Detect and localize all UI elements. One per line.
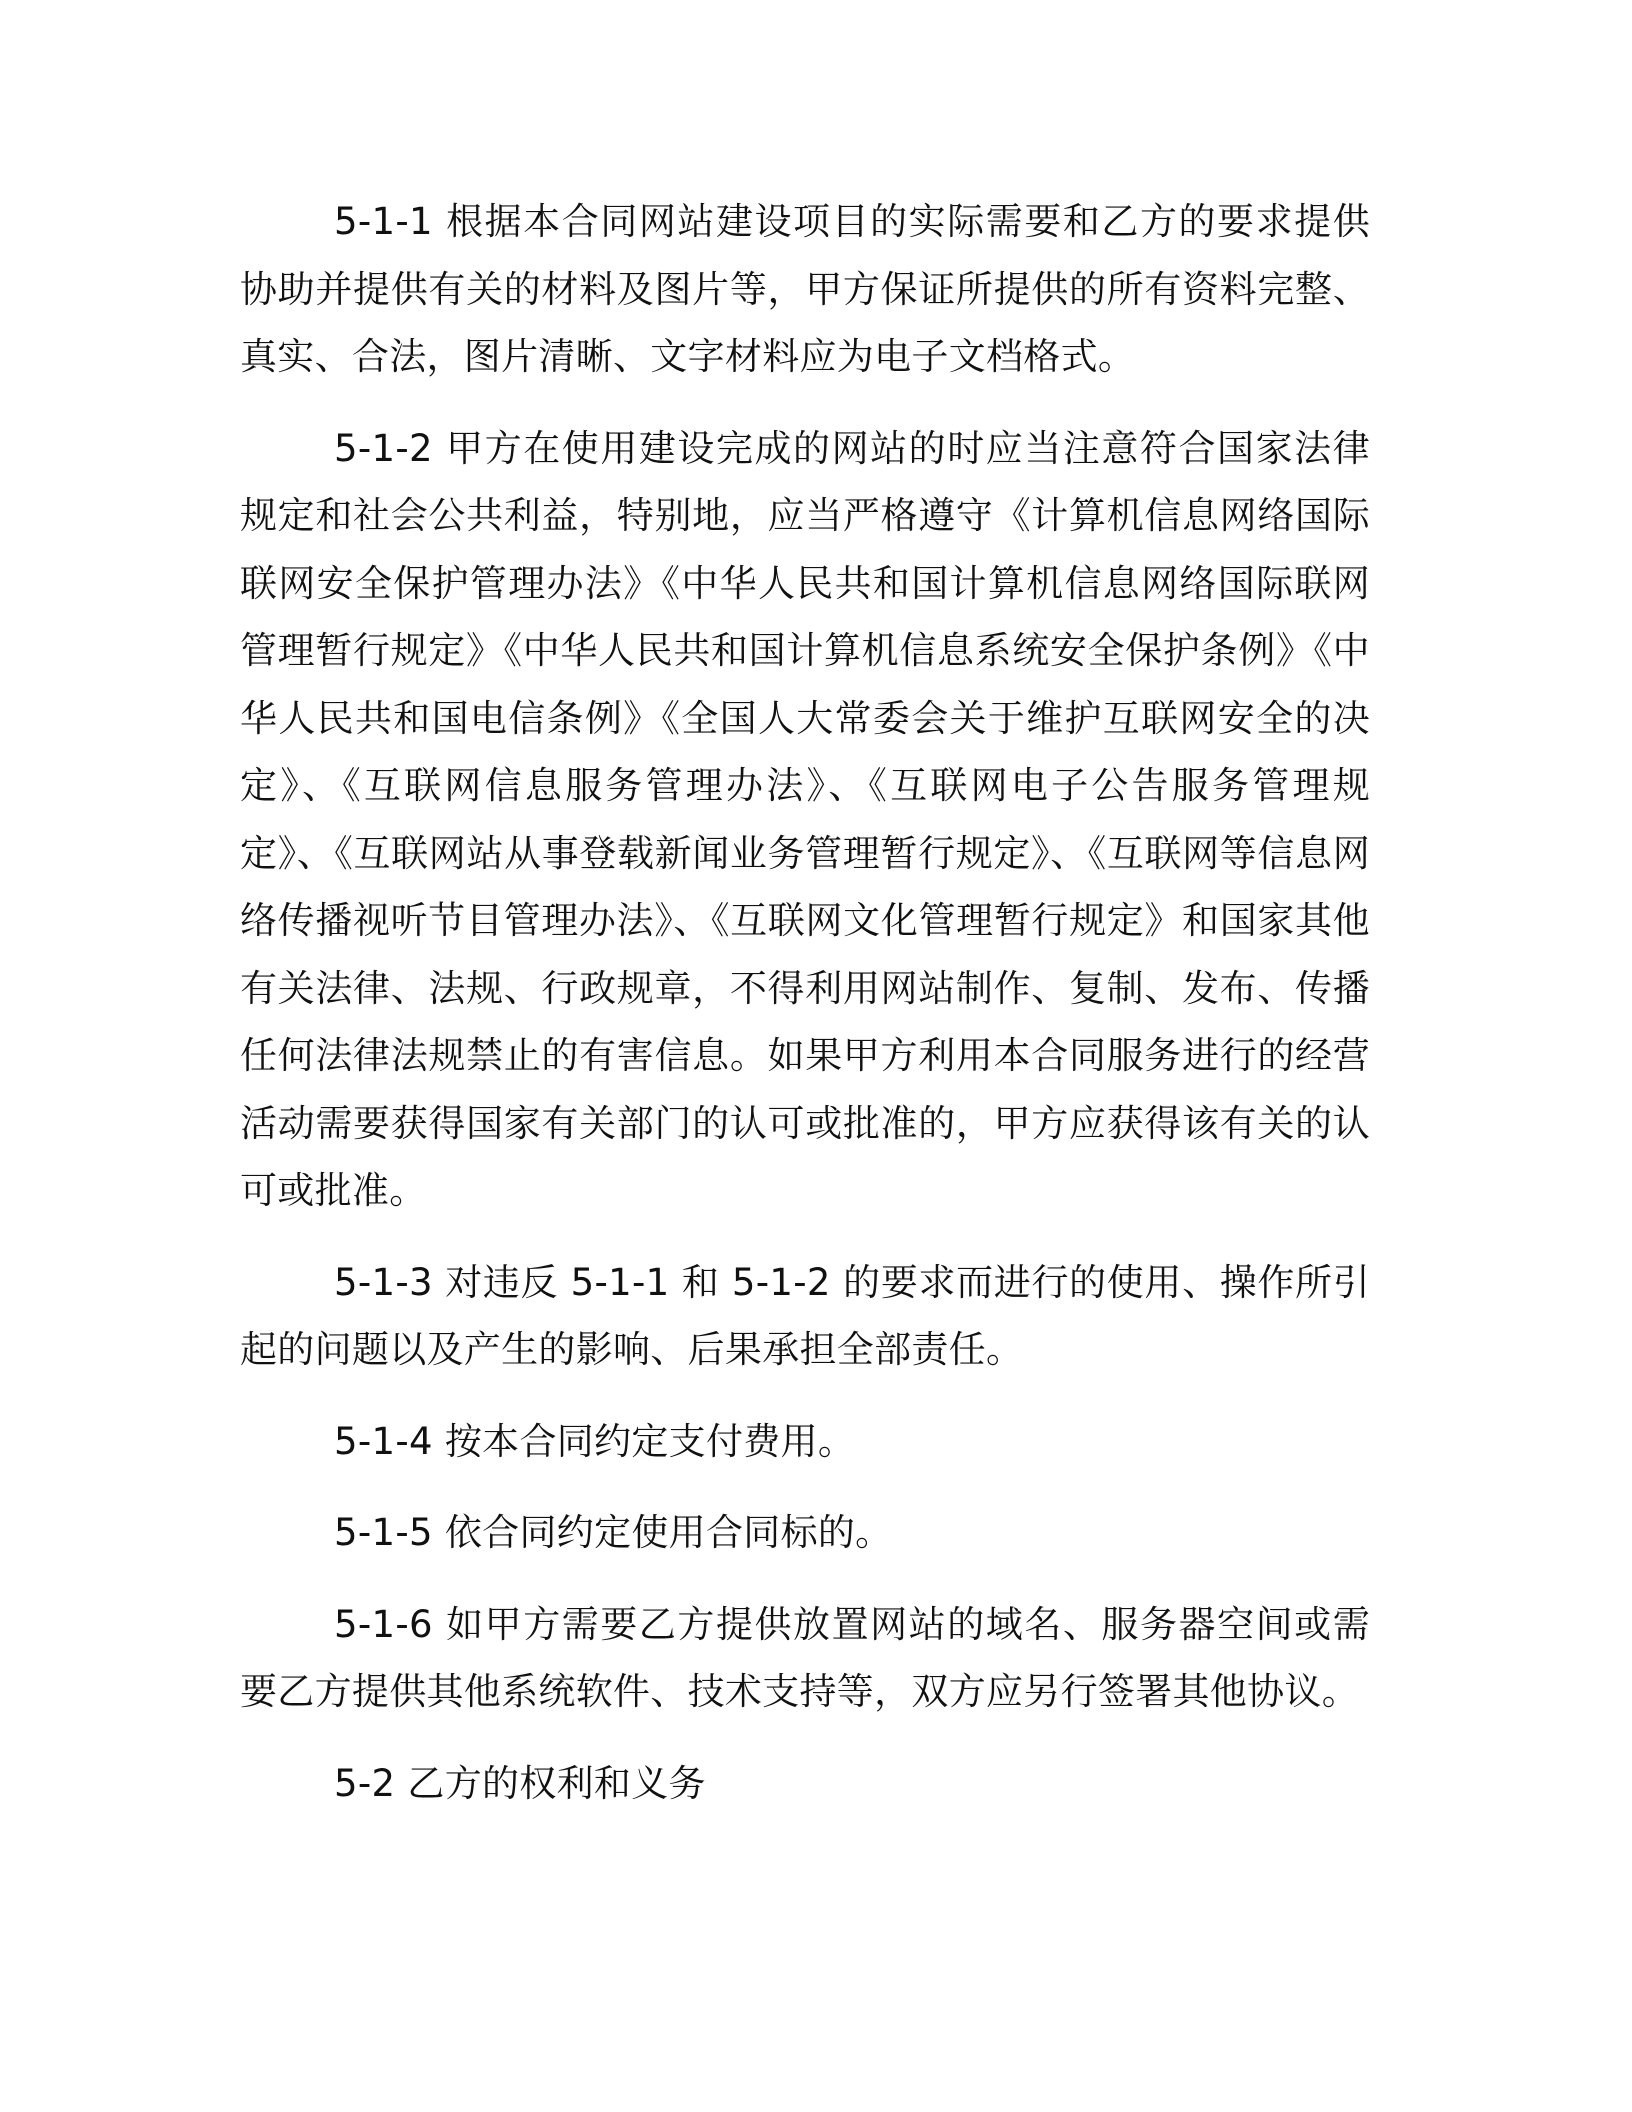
clause-5-1-1: 5-1-1 根据本合同网站建设项目的实际需要和乙方的要求提供协助并提供有关的材料及图片等，甲方保证所提供的所有资料完整、真实、合法，图片清晰、文字材料应为电子文档格式。: [240, 200, 1370, 378]
document-body: [240, 188, 1370, 1817]
clause-5-1-2: 5-1-2 甲方在使用建设完成的网站的时应当注意符合国家法律规定和社会公共利益，特别地，应当严格遵守《计算机信息网络国际联网安全保护管理办法》《中华人民共和国计算机信息网络国际联网管理暂行规定》《中华人民共和国计算机信息系统安全保护条例》《中华人民共和国电信条例》《全国人大常委会关于维护互联网安全的决定》、《互联网信息服务管理办法》、《互联网电子公告服务管理规定》、《互联网站从事登载新闻业务管理暂行规定》、《互联网等信息网络传播视听节目管理办法》、《互联网文化管理暂行规定》和国家其他有关法律、法规、行政规章，不得利用网站制作、复制、发布、传播任何法律法规禁止的有害信息。如果甲方利用本合同服务进行的经营活动需要获得国家有关部门的认可或批准的，甲方应获得该有关的认可或批准。: [240, 426, 1370, 1212]
clause-5-1-6: 5-1-6 如甲方需要乙方提供放置网站的域名、服务器空间或需要乙方提供其他系统软件、技术支持等，双方应另行签署其他协议。: [240, 1602, 1370, 1713]
clause-5-1-5: 5-1-5 依合同约定使用合同标的。: [334, 1511, 893, 1554]
clause-5-1-4: 5-1-4 按本合同约定支付费用。: [334, 1419, 856, 1463]
section-heading-5-2: 5-2 乙方的权利和义务: [334, 1761, 706, 1805]
clause-5-1-3: 5-1-3 对违反 5-1-1 和 5-1-2 的要求而进行的使用、操作所引起的问题以及产生的影响、后果承担全部责任。: [240, 1260, 1370, 1371]
